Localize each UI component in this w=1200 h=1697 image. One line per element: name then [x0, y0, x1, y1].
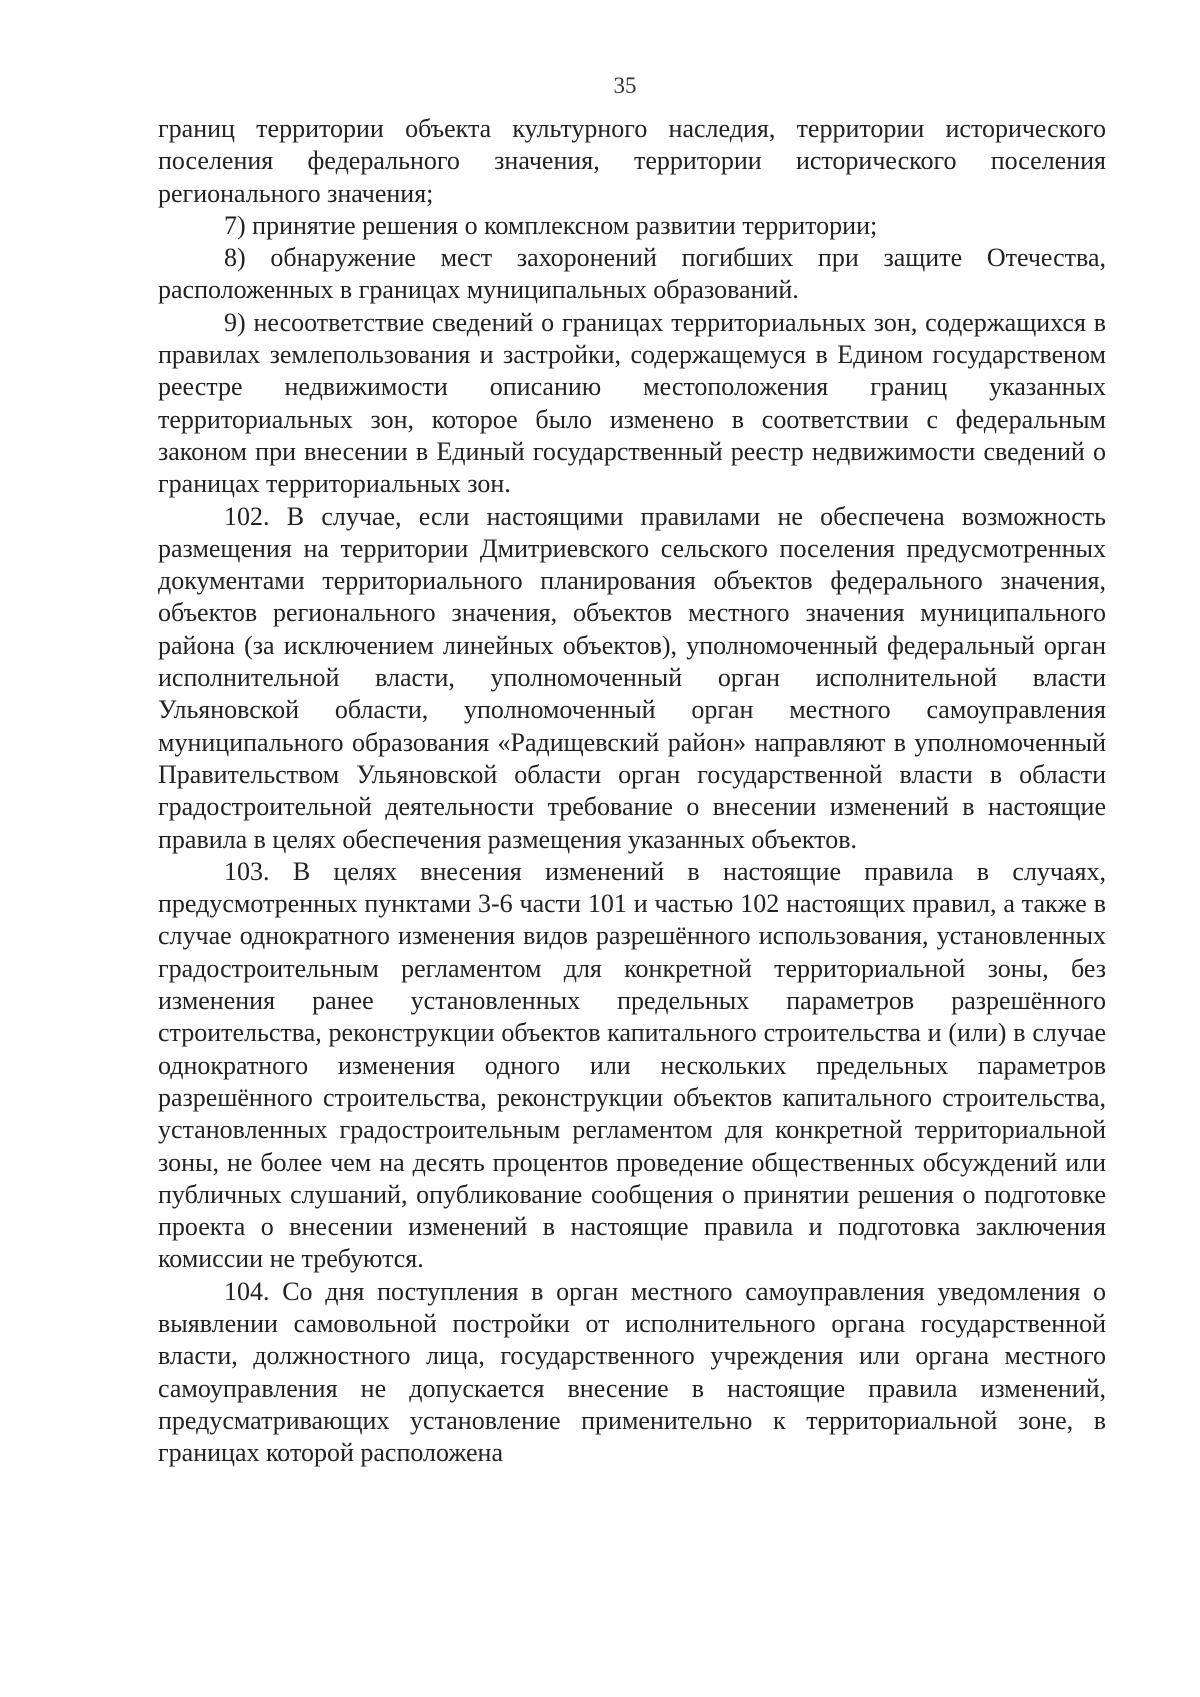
list-item-8: 8) обнаружение мест захоронений погибших при защите Отечества, расположенных в границах муниципальных образований.: [158, 243, 1106, 305]
list-item-9: 9) несоответствие сведений о границах территориальных зон, содержащихся в правилах землепользования и застройки, содержащемуся в Едином государственом реестре недвижимости описанию местоположения границ указанных территориальных зон, которое было изменено в соответствии с федеральным законом при внесении в Единый государственный реестр недвижимости сведений о границах территориальных зон.: [158, 307, 1106, 499]
section-103-paragraph: 103. В целях внесения изменений в настоящие правила в случаях, предусмотренных пунктами 3-6 части 101 и частью 102 настоящих правил, а также в случае однократного изменения видов разрешённого использования, установленных градостроительным регламентом для конкретной территориальной зоны, без изменения ранее установленных предельных параметров разрешённого строительства, реконструкции объектов капитального строительства и (или) в случае однократного изменения одного или нескольких предельных параметров разрешённого строительства, реконструкции объектов капитального строительства, установленных градостроительным регламентом для конкретной территориальной зоны, не более чем на десять процентов проведение общественных обсуждений или публичных слушаний, опубликование сообщения о принятии решения о подготовке проекта о внесении изменений в настоящие правила и подготовка заключения комиссии не требуются.: [158, 856, 1106, 1274]
list-item-7: 7) принятие решения о комплексном развитии территории;: [224, 210, 878, 240]
document-body: [158, 113, 1106, 1469]
page-number: 35: [613, 73, 637, 98]
paragraph-continuation: границ территории объекта культурного наследия, территории исторического поселения федерального значения, территории исторического поселения регионального значения;: [158, 114, 1106, 208]
section-104-paragraph: 104. Со дня поступления в орган местного самоуправления уведомления о выявлении самовольной постройки от исполнительного органа государственной власти, должностного лица, государственного учреждения или органа местного самоуправления не допускается внесение в настоящие правила изменений, предусматривающих установление применительно к территориальной зоне, в границах которой расположена: [158, 1276, 1106, 1468]
section-102-paragraph: 102. В случае, если настоящими правилами не обеспечена возможность размещения на территории Дмитриевского сельского поселения предусмотренных документами территориального планирования объектов федерального значения, объектов регионального значения, объектов местного значения муниципального района (за исключением линейных объектов), уполномоченный федеральный орган исполнительной власти, уполномоченный орган исполнительной власти Ульяновской области, уполномоченный орган местного самоуправления муниципального образования «Радищевский район» направляют в уполномоченный Правительством Ульяновской области орган государственной власти в области градостроительной деятельности требование о внесении изменений в настоящие правила в целях обеспечения размещения указанных объектов.: [158, 501, 1106, 854]
